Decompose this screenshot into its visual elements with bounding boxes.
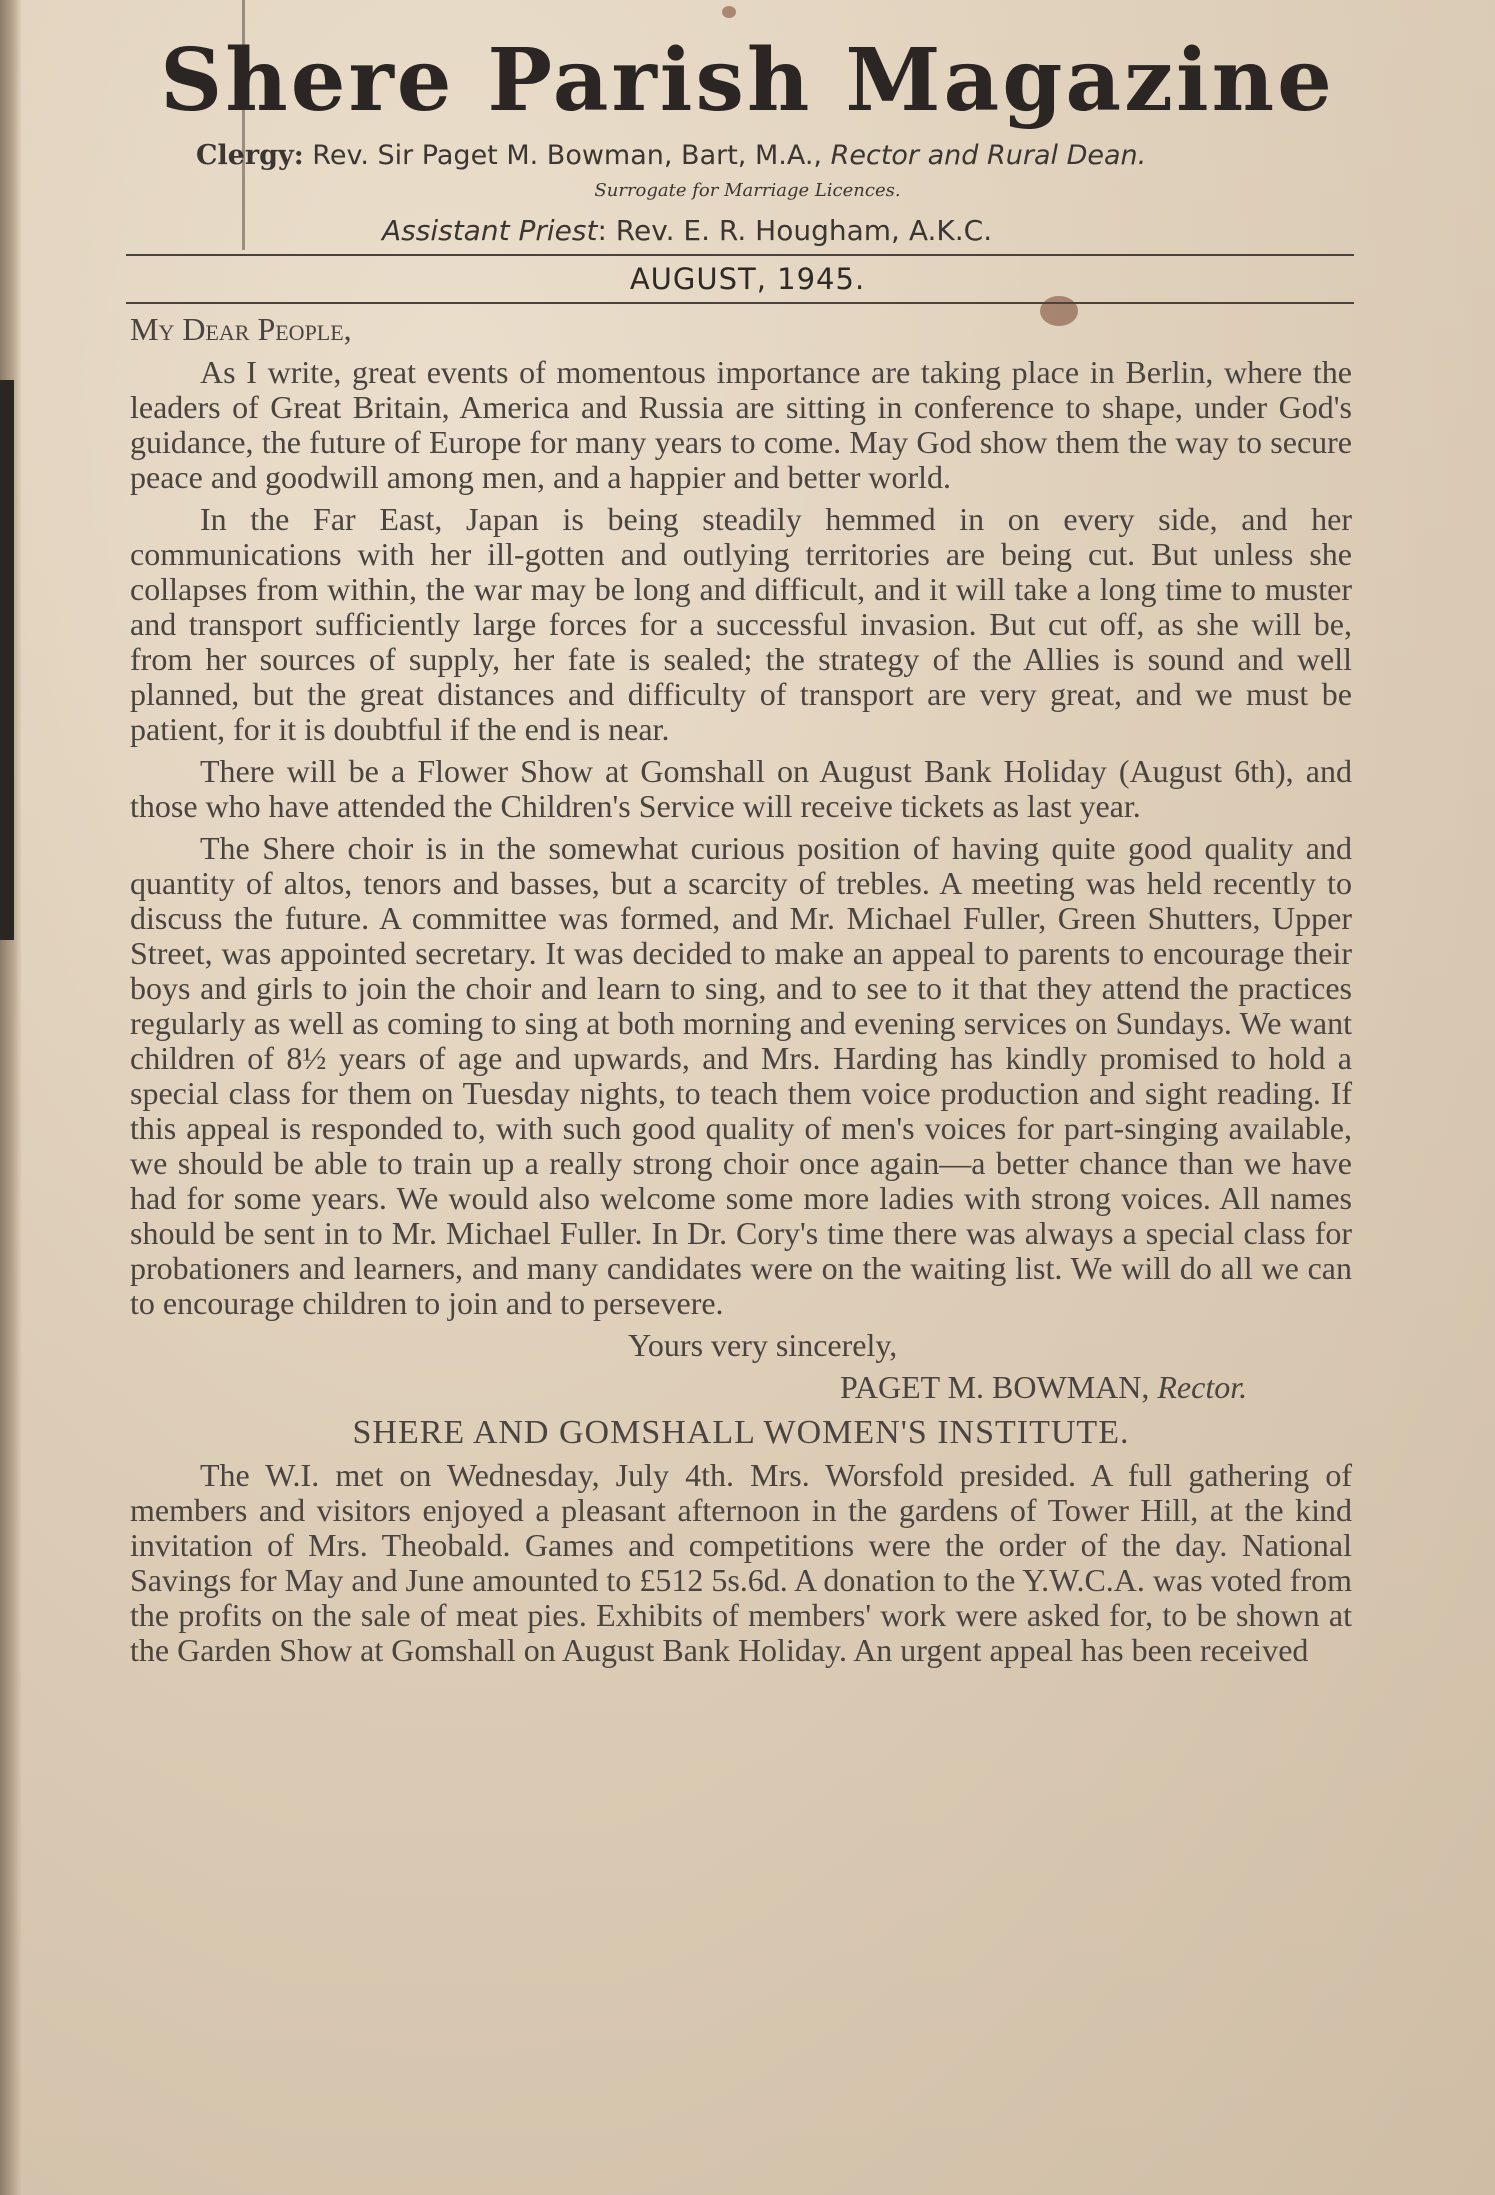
closing-line: Yours very sincerely, xyxy=(628,1327,898,1363)
signature-name: PAGET M. BOWMAN, xyxy=(840,1369,1150,1405)
assistant-label: Assistant Priest xyxy=(382,214,598,247)
letter-paragraph: In the Far East, Japan is being steadily hemmed in on every side, and her communications with her ill-gotten and outlying territories are being cut. But unless she collapses from within, the war may be long and difficult, and it will take a long time to muster and transport sufficiently large forces for a successful invasion. But cut off, as she will be, from her sources of supply, her fate is sealed; the strategy of the Allies is sound and well planned, but the great distances and difficulty of transport are very great, and we must be patient, for it is doubtful if the end is near. xyxy=(130,501,1352,747)
assistant-name: : Rev. E. R. Hougham, A.K.C. xyxy=(597,214,993,247)
issue-date: AUGUST, 1945. xyxy=(629,262,866,296)
assistant-priest-line xyxy=(382,214,1282,247)
torn-left-edge xyxy=(0,0,22,2195)
rector-name: Rev. Sir Paget M. Bowman, Bart, M.A., xyxy=(312,140,823,171)
ink-stain xyxy=(722,6,736,18)
wi-section-heading: SHERE AND GOMSHALL WOMEN'S INSTITUTE. xyxy=(352,1414,1130,1451)
surrogate-line: Surrogate for Marriage Licences. xyxy=(594,180,901,201)
header-rule-bottom xyxy=(126,302,1354,304)
signature-title: Rector. xyxy=(1157,1369,1248,1405)
wi-paragraph: The W.I. met on Wednesday, July 4th. Mrs. Worsfold presided. A full gathering of members and visitors enjoyed a pleasant afternoon in the gardens of Tower Hill, at the kind invitation of Mrs. Theobald. Games and competitions were the order of the day. National Savings for May and June amounted to £512 5s.6d. A donation to the Y.W.C.A. was voted from the profits on the sale of meat pies. Exhibits of members' work were asked for, to be shown at the Garden Show at Gomshall on August Bank Holiday. An urgent appeal has been received xyxy=(130,1457,1352,1668)
rector-role: Rector and Rural Dean. xyxy=(830,140,1147,171)
letter-paragraph: As I write, great events of momentous importance are taking place in Berlin, where the leaders of Great Britain, America and Russia are sitting in conference to shape, under God's guidance, the future of Europe for many years to come. May God show them the way to secure peace and goodwill among men, and a happier and better world. xyxy=(130,354,1352,495)
clergy-label: Clergy: xyxy=(196,140,304,171)
binding-shadow xyxy=(0,380,14,940)
letter-paragraph: The Shere choir is in the somewhat curious position of having quite good quality and quantity of altos, tenors and basses, but a scarcity of trebles. A meeting was held recently to discuss the future. A committee was formed, and Mr. Michael Fuller, Green Shutters, Upper Street, was appointed secretary. It was decided to make an appeal to parents to encourage their boys and girls to join the choir and learn to sing, and to see to it that they attend the practices regularly as well as coming to sing at both morning and evening services on Sundays. We want children of 8½ years of age and upwards, and Mrs. Harding has kindly promised to hold a special class for them on Tuesday nights, to teach them voice production and sight reading. If this appeal is responded to, with such good quality of men's voices for part-singing available, we should be able to train up a really strong choir once again—a better chance than we have had for some years. We would also welcome some more ladies with strong voices. All names should be sent in to Mr. Michael Fuller. In Dr. Cory's time there was always a special class for probationers and learners, and many candidates were on the waiting list. We will do all we can to encourage children to join and to persevere. xyxy=(130,830,1352,1321)
header-rule-top xyxy=(126,254,1354,256)
letter-paragraph: There will be a Flower Show at Gomshall on August Bank Holiday (August 6th), and those who have attended the Children's Service will receive tickets as last year. xyxy=(130,753,1352,824)
article-body xyxy=(130,312,1352,1675)
signature-line xyxy=(130,1370,1352,1405)
salutation: My Dear People, xyxy=(130,311,352,347)
masthead-title: Shere Parish Magazine xyxy=(160,30,1335,131)
clergy-line xyxy=(196,140,1346,171)
